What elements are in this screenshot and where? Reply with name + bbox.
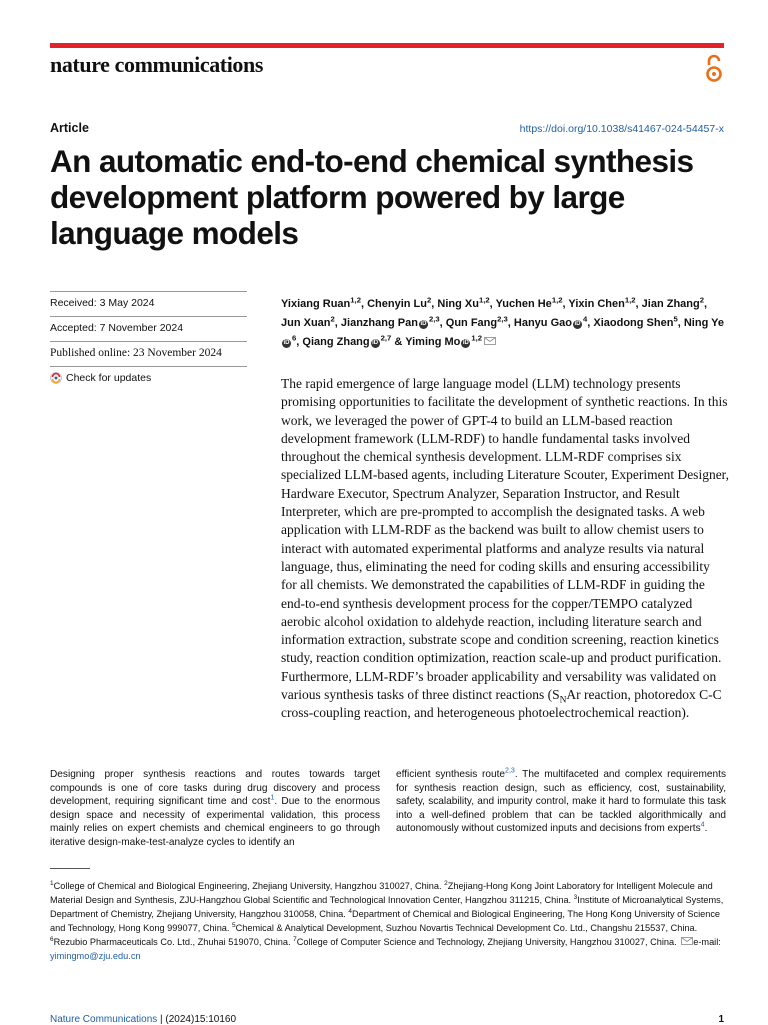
orcid-icon[interactable]: iD (462, 340, 469, 346)
ref-link[interactable]: 1 (270, 794, 275, 802)
check-updates-icon (50, 372, 62, 384)
abstract-subscript: N (559, 695, 567, 706)
author-separator: , (704, 298, 708, 310)
author-affiliation-sup: 2,3 (497, 314, 508, 324)
orcid-icon[interactable]: iD (372, 340, 379, 346)
envelope-icon[interactable] (484, 337, 496, 345)
affiliation-number: 7 (293, 935, 297, 943)
author-separator: & (391, 336, 406, 348)
author-name[interactable]: Yixiang Ruan (281, 298, 351, 310)
author-affiliation-sup: 2 (330, 314, 335, 324)
email-label: e-mail: (693, 937, 721, 947)
intro-text: . (704, 823, 708, 835)
affiliation-text: Rezubio Pharmaceuticals Co. Ltd., Zhuhai 519070, China. (53, 937, 294, 947)
intro-column-1 (50, 768, 380, 850)
author-separator: , (360, 298, 368, 310)
envelope-icon (681, 937, 693, 945)
affiliation-number: 4 (348, 907, 352, 915)
footer-journal[interactable]: Nature Communications (50, 1014, 158, 1025)
article-title: An automatic end-to-end chemical synthesis development platform powered by large language models (50, 143, 694, 251)
author-name[interactable]: Ning Xu (437, 298, 479, 310)
author-name[interactable]: Yixin Chen (568, 298, 625, 310)
affiliation-text: Institute of Microanalytical Systems, Department of Chemistry, Zhejiang University, Hangzhou 310058, China. (50, 895, 724, 919)
abstract-text-1: The rapid emergence of large language model (LLM) technology presents promising opportunities to facilitate the development of synthetic reactions. In this work, we leveraged the power of GPT-4 to build an LLM-based reaction development framework (LLM-RDF) to handle fundamental tasks involved throughout the chemical synthesis development. LLM-RDF comprises six specialized LLM-based agents, including Literature Scouter, Experiment Designer, Hardware Executor, Spectrum Analyzer, Separation Instructor, and Result Interpreter, which are pre-prompted to accomplish the designated tasks. A web application with LLM-RDF as the backend was built to allow chemist users to interact with automated experimental platforms and analyze results via natural language, thus, eliminating the need for coding skills and ensuring accessibility for all chemists. We demonstrated the capabilities of LLM-RDF in guiding the end-to-end synthesis development process for the copper/TEMPO catalyzed aerobic alcohol oxidation to aldehyde reaction, including literature search and information extraction, substrate scope and condition screening, reaction kinetics study, reaction condition optimization, reaction scale-up and product purification. Furthermore, LLM-RDF’s broader applicability and versability was validated on various synthesis tasks of three distinct reactions (S (281, 376, 730, 703)
author-affiliation-sup: 2 (426, 295, 432, 305)
affiliation-number: 3 (573, 893, 578, 901)
intro-text: . The multifaceted and complex requirements for synthesis reaction design, such as efficiency, cost, sustainability, safety, scalability, and impurity control, make it hard to formulate this task into a well-defined problem that can be tackled algorithmically and autonomously without customized inputs and decisions from experts (396, 769, 726, 835)
journal-name[interactable]: nature communications (50, 52, 264, 77)
affiliation-number: 5 (232, 921, 236, 929)
author-name[interactable]: Jun Xuan (281, 317, 331, 329)
abstract (281, 375, 729, 723)
article-type: Article (50, 121, 89, 135)
header-red-bar (50, 43, 724, 48)
affiliation-number: 2 (444, 879, 448, 887)
author-name[interactable]: Hanyu Gao (513, 317, 572, 329)
intro-text: Designing proper synthesis reactions and routes towards target compounds is one of core tasks during drug discovery and process development, requiring significant time and cost (50, 769, 380, 808)
author-separator: , (489, 298, 496, 310)
author-name[interactable]: Jianzhang Pan (340, 317, 418, 329)
author-affiliation-sup: 1,2 (350, 295, 361, 305)
author-name[interactable]: Yiming Mo (405, 336, 461, 348)
page-number: 1 (718, 1014, 724, 1025)
orcid-icon[interactable]: iD (420, 321, 427, 327)
author-name[interactable]: Qiang Zhang (302, 336, 370, 348)
author-name[interactable]: Jian Zhang (641, 298, 700, 310)
author-separator: , (562, 298, 569, 310)
check-updates-label: Check for updates (66, 372, 152, 384)
intro-text: . Due to the enormous design space and necessity of experimental validation, this process mainly relies on expert chemists and chemical engineers to go through iterative design-make-test-analyze cycles to identify an (50, 796, 380, 848)
received-date: Received: 3 May 2024 (50, 291, 247, 316)
intro-text: efficient synthesis route (396, 769, 506, 780)
author-affiliation-sup: 1,2 (624, 295, 636, 305)
abstract-text-2: Ar reaction, photoredox C-C cross-coupling reaction, and heterogeneous photoelectrochemical reaction). (281, 687, 722, 721)
intro-column-2 (396, 768, 726, 836)
author-affiliation-sup: 5 (673, 314, 678, 324)
footer-citation (50, 1014, 236, 1025)
author-affiliation-sup: 2 (699, 295, 705, 305)
author-separator: , (296, 336, 303, 348)
affiliation-text: Chemical & Analytical Development, Suzhou Novartis Technical Development Co. Ltd., Changshu 215537, China. (235, 923, 698, 933)
affiliation-number: 6 (50, 935, 54, 943)
author-separator: , (334, 317, 341, 329)
published-date: Published online: 23 November 2024 (50, 341, 247, 366)
author-affiliation-sup: 4 (582, 314, 588, 324)
ref-link[interactable]: 4 (700, 822, 705, 830)
author-separator: , (677, 317, 684, 329)
author-affiliation-sup: 2,3 (428, 314, 440, 324)
affiliation-divider (50, 868, 90, 869)
author-name[interactable]: Ning Ye (683, 317, 725, 329)
author-list (281, 295, 727, 352)
affiliation-text: College of Chemical and Biological Engineering, Zhejiang University, Hangzhou 310027, China. (53, 881, 445, 891)
orcid-icon[interactable]: iD (574, 321, 581, 327)
author-separator: , (431, 298, 438, 310)
author-separator: , (507, 317, 514, 329)
ref-link[interactable]: 2,3 (505, 767, 515, 775)
author-affiliation-sup: 2,7 (380, 333, 392, 343)
doi-link[interactable]: https://doi.org/10.1038/s41467-024-54457-x (519, 123, 724, 135)
affiliation-text: Department of Chemical and Biological Engineering, The Hong Kong University of Science and Technology, Hong Kong 999077, China. (50, 909, 721, 933)
author-affiliation-sup: 1,2 (551, 295, 563, 305)
email-link[interactable]: yimingmo@zju.edu.cn (50, 951, 141, 961)
author-affiliation-sup: 1,2 (478, 295, 490, 305)
article-dates (50, 291, 247, 391)
orcid-icon[interactable]: iD (283, 340, 290, 346)
affiliation-number: 1 (50, 879, 54, 887)
author-affiliation-sup: 6 (292, 333, 297, 343)
author-name[interactable]: Xiaodong Shen (593, 317, 674, 329)
author-name[interactable]: Yuchen He (495, 298, 552, 310)
affiliation-text: College of Computer Science and Technology, Zhejiang University, Hangzhou 310027, China. (296, 937, 680, 947)
affiliations (50, 879, 728, 963)
author-name[interactable]: Chenyin Lu (367, 298, 427, 310)
page-footer (50, 1014, 724, 1025)
accepted-date: Accepted: 7 November 2024 (50, 316, 247, 341)
author-affiliation-sup: 1,2 (471, 333, 483, 343)
author-separator: , (587, 317, 594, 329)
author-separator: , (439, 317, 446, 329)
author-name[interactable]: Qun Fang (445, 317, 498, 329)
footer-volume: | (2024)15:10160 (157, 1014, 237, 1025)
open-access-icon (704, 54, 724, 84)
check-updates-row[interactable] (50, 366, 247, 391)
author-separator: , (635, 298, 642, 310)
affiliation-text: Zhejiang-Hong Kong Joint Laboratory for Intelligent Molecule and Material Design and Synthesis, ZJU-Hangzhou Global Scientific and Technological Innovation Center, Hangzhou 311215, China. (50, 881, 713, 905)
